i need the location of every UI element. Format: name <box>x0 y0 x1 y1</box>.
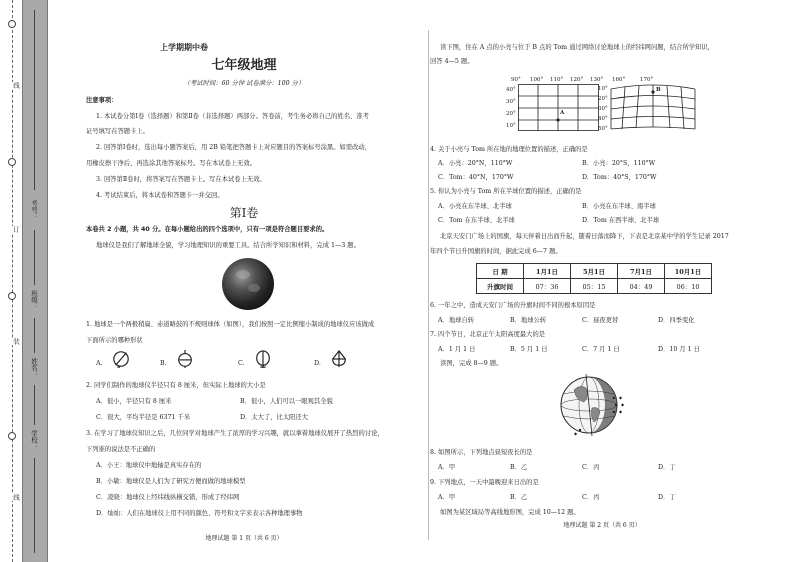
notice-heading: 注意事项： <box>86 97 118 104</box>
latitude-label: 40° <box>598 116 608 122</box>
question-5: 5. 你认为小亮与 Tom 所在半球位置的描述，正确的是 <box>430 188 582 195</box>
exam-no-field <box>30 200 38 220</box>
intro-text: 地球仪是我们了解地球全貌，学习地理知识的重要工具。结合所学知识和材料，完成 1—3 题。 <box>96 242 360 249</box>
q6-option-c[interactable]: C．昼夜更替 <box>582 317 619 324</box>
cut-label-top: 线 <box>6 82 20 89</box>
point-b-label: B <box>656 87 661 93</box>
longitude-label: 90° <box>511 77 521 83</box>
notice-line: 1. 本试卷分第Ⅰ卷（选择题）和第Ⅱ卷（非选择题）两部分。答卷前，考生务必将自己的姓名、准考 <box>96 113 369 120</box>
globe-equator-icon[interactable] <box>176 350 194 368</box>
svg-text:◆: ◆ <box>574 431 578 436</box>
longitude-label: 110° <box>550 77 564 83</box>
question-2: 2. 同学们制作的地球仪半径只有 8 厘米，但实际上地球的大小是 <box>86 382 266 389</box>
q5-option-c[interactable]: C．Tom 在东半球、北半球 <box>438 217 515 224</box>
q7-option-a[interactable]: A．1 月 1 日 <box>438 346 476 353</box>
fill-line <box>34 10 35 190</box>
binding-strip <box>0 0 48 562</box>
latitude-label: 30° <box>598 106 608 112</box>
cut-label-bottom: 线 <box>6 494 20 501</box>
intro-8-9: 读图，完成 8—9 题。 <box>440 360 503 367</box>
q1-option-a-label: A. <box>96 360 103 367</box>
q2-option-c[interactable]: C．很大，平均半径是 6371 千米 <box>96 414 191 421</box>
question-4: 4. 关于小亮与 Tom 所在地的地理位置的描述，正确的是 <box>430 146 588 153</box>
earth-image <box>222 258 274 310</box>
cut-label-mid: 装 <box>6 338 20 345</box>
notice-line: 用橡皮擦干净后，再选涂其他答案标号。写在本试卷上无效。 <box>86 160 257 167</box>
globe-pointed-icon[interactable] <box>330 350 348 368</box>
class-label: 班级： <box>30 290 38 310</box>
q1-option-d-label: D. <box>314 360 321 367</box>
longitude-label: 170° <box>640 77 654 83</box>
q3-option-c[interactable]: C．凌晓：地球仪上经纬线纵横交错，形成了经纬网 <box>96 494 240 501</box>
table-header-cell: 日 期 <box>477 264 524 279</box>
q1-option-b-label: B. <box>160 360 167 367</box>
punch-hole <box>8 432 16 440</box>
q7-option-b[interactable]: B．5 月 1 日 <box>510 346 548 353</box>
exam-subtitle: （考试时间：60 分钟 试卷满分：100 分） <box>183 80 305 87</box>
table-header-cell: 10月1日 <box>665 264 712 279</box>
question-3-line: 下列谁的说法是不正确的 <box>86 446 156 453</box>
q2-option-a[interactable]: A．很小，半径只有 8 厘米 <box>96 398 172 405</box>
q8-option-b[interactable]: B．乙 <box>510 464 528 471</box>
table-header-cell: 7月1日 <box>618 264 665 279</box>
longitude-label: 120° <box>570 77 584 83</box>
intro-4-5-line: 回答 4—5 题。 <box>430 58 474 65</box>
globe-vertical-axis-icon[interactable] <box>254 350 272 368</box>
table-header-row <box>477 264 712 279</box>
table-cell: 07：36 <box>524 279 571 294</box>
question-1-line: 1. 地球是一个两极稍扁、赤道略鼓的不规则球体（如图），我们按照一定比例缩小制成的地球仪应该做成 <box>86 321 375 328</box>
longitude-label: 160° <box>612 77 626 83</box>
question-9: 9. 下列地点，一天中最晚迎来日出的是 <box>430 479 539 486</box>
class-field <box>30 290 38 310</box>
q7-option-d[interactable]: D．10 月 1 日 <box>658 346 700 353</box>
svg-text:◆: ◆ <box>619 395 623 400</box>
binding-gray-band <box>22 0 48 562</box>
punch-hole <box>8 20 16 28</box>
q9-option-c[interactable]: C．丙 <box>582 494 600 501</box>
latitude-label: 30° <box>506 99 516 105</box>
fill-line <box>34 385 35 425</box>
q6-option-d[interactable]: D．四季变化 <box>658 317 695 324</box>
point-a-label: A <box>560 110 565 116</box>
globe-tilted-axis-icon[interactable] <box>112 350 130 368</box>
latitude-label: 10° <box>506 123 516 129</box>
question-1-line: 下面所示的哪种形状 <box>86 337 143 344</box>
table-header-cell: 5月1日 <box>571 264 618 279</box>
flag-raising-table <box>476 263 712 294</box>
table-row <box>477 279 712 294</box>
school-field <box>30 430 38 450</box>
intro-6-7-line: 年四个节日升国旗的时间，据此完成 6—7 题。 <box>430 248 562 255</box>
longitude-label: 100° <box>530 77 544 83</box>
question-3-line: 3. 在学习了地球仪知识之后，几位同学对地球产生了浓厚的学习兴趣，就以拿着地球仪展开了热烈的讨论， <box>86 430 384 437</box>
fill-line <box>34 458 35 553</box>
cut-label-mid: 订 <box>6 226 20 233</box>
q1-option-c-label: C. <box>238 360 245 367</box>
term-label: 上学期期中卷 <box>160 43 208 52</box>
q9-option-a[interactable]: A．甲 <box>438 494 456 501</box>
table-cell: 06：10 <box>665 279 712 294</box>
latitude-label: 20° <box>506 111 516 117</box>
q8-option-d[interactable]: D．丁 <box>658 464 676 471</box>
latitude-label: 20° <box>598 96 608 102</box>
q9-option-b[interactable]: B．乙 <box>510 494 528 501</box>
q5-option-d[interactable]: D．Tom 在西半球、北半球 <box>582 217 660 224</box>
punch-hole <box>8 292 16 300</box>
q2-option-d[interactable]: D．太大了，比太阳还大 <box>240 414 309 421</box>
fill-line <box>34 230 35 285</box>
notice-line: 4. 考试结束后，将本试卷和答题卡一并交回。 <box>96 192 224 199</box>
notice-line: 2. 回答第Ⅰ卷时，选出每小题答案后，用 2B 铅笔把答题卡上对应题目的答案标号涂黑。如需改动， <box>96 144 372 151</box>
q5-option-b[interactable]: B．小亮在东半球、南半球 <box>582 203 656 210</box>
svg-text:◆: ◆ <box>619 409 623 414</box>
q3-option-d[interactable]: D．灿灿：人们在地球仪上用不同的颜色、符号和文字来表示各种地理事物 <box>96 510 303 517</box>
page-title: 七年级地理 <box>211 58 277 73</box>
q3-option-b[interactable]: B．小敏：地球仪是人们为了研究方便而做的地球模型 <box>96 478 246 485</box>
latitude-label: 10° <box>598 86 608 92</box>
q9-option-d[interactable]: D．丁 <box>658 494 676 501</box>
q8-option-a[interactable]: A．甲 <box>438 464 456 471</box>
q4-option-b[interactable]: B．小亮：20°S，110°W <box>582 160 656 167</box>
fill-line <box>34 318 35 353</box>
globe-illustration <box>556 372 626 438</box>
part1-heading: 第Ⅰ卷 <box>229 206 259 220</box>
q6-option-a[interactable]: A．地球自转 <box>438 317 475 324</box>
notice-line: 证号填写在答题卡上。 <box>86 128 149 135</box>
exam-no-label: 考号： <box>30 200 38 220</box>
q3-option-a[interactable]: A．小王：地球仪中地轴是真实存在的 <box>96 462 202 469</box>
q6-option-b[interactable]: B．地球公转 <box>510 317 547 324</box>
school-label: 学校： <box>30 430 38 450</box>
question-7: 7. 四个节日，北京正午太阳高度最大的是 <box>430 331 546 338</box>
question-8: 8. 如图所示，下列地点昼短夜长的是 <box>430 449 533 456</box>
q4-option-a[interactable]: A．小亮：20°N，110°W <box>438 160 513 167</box>
latitude-label: 40° <box>506 87 516 93</box>
graticule-grid <box>518 84 602 132</box>
graticule-map-b <box>598 76 698 138</box>
curved-graticule-grid <box>610 83 696 137</box>
svg-text:◆: ◆ <box>621 402 625 407</box>
question-6: 6. 一年之中，造成天安门广场的升旗时间不同的根本原因是 <box>430 302 596 309</box>
page-footer: 地理试题 第 2 页（共 6 页） <box>563 522 641 529</box>
column-divider <box>428 30 429 540</box>
table-header-cell: 1月1日 <box>524 264 571 279</box>
intro-4-5-line: 读下图，住在 A 点的小亮与位于 B 点的 Tom 通过网络讨论地球上的经纬网问题，结合所学知识， <box>440 44 714 51</box>
q7-option-c[interactable]: C．7 月 1 日 <box>582 346 620 353</box>
notice-line: 3. 回答第Ⅱ卷时，将答案写在答题卡上。写在本试卷上无效。 <box>96 176 266 183</box>
name-label: 姓名： <box>30 358 38 378</box>
table-cell: 升旗时间 <box>477 279 524 294</box>
longitude-label: 130° <box>590 77 604 83</box>
intro-10-12: 如图为某区域局等高线地形图，完成 10—12 题。 <box>440 509 580 516</box>
name-field <box>30 358 38 378</box>
q5-option-a[interactable]: A．小亮在东半球、北半球 <box>438 203 512 210</box>
q8-option-c[interactable]: C．丙 <box>582 464 600 471</box>
q4-option-c[interactable]: C．Tom：40°N，170°W <box>438 174 514 181</box>
table-cell: 05：15 <box>571 279 618 294</box>
q2-option-b[interactable]: B．很小，人们可以一眼观其全貌 <box>240 398 333 405</box>
cloud-mark <box>236 270 250 279</box>
punch-hole <box>8 158 16 166</box>
latitude-label: 50° <box>598 126 608 132</box>
intro-6-7-line: 北京天安门广场上的国旗，每天伴着日出而升起，随着日落而降下，下表是北京某中学的学生记录 2017 <box>440 233 729 240</box>
table-cell: 04：49 <box>618 279 665 294</box>
part1-description: 本卷共 2 小题，共 40 分。在每小题给出的四个选项中，只有一项是符合题目要求的。 <box>86 226 329 233</box>
cloud-mark <box>248 284 260 292</box>
q4-option-d[interactable]: D．Tom：40°S，170°W <box>582 174 657 181</box>
page-footer: 地理试题 第 1 页（共 6 页） <box>205 535 283 542</box>
